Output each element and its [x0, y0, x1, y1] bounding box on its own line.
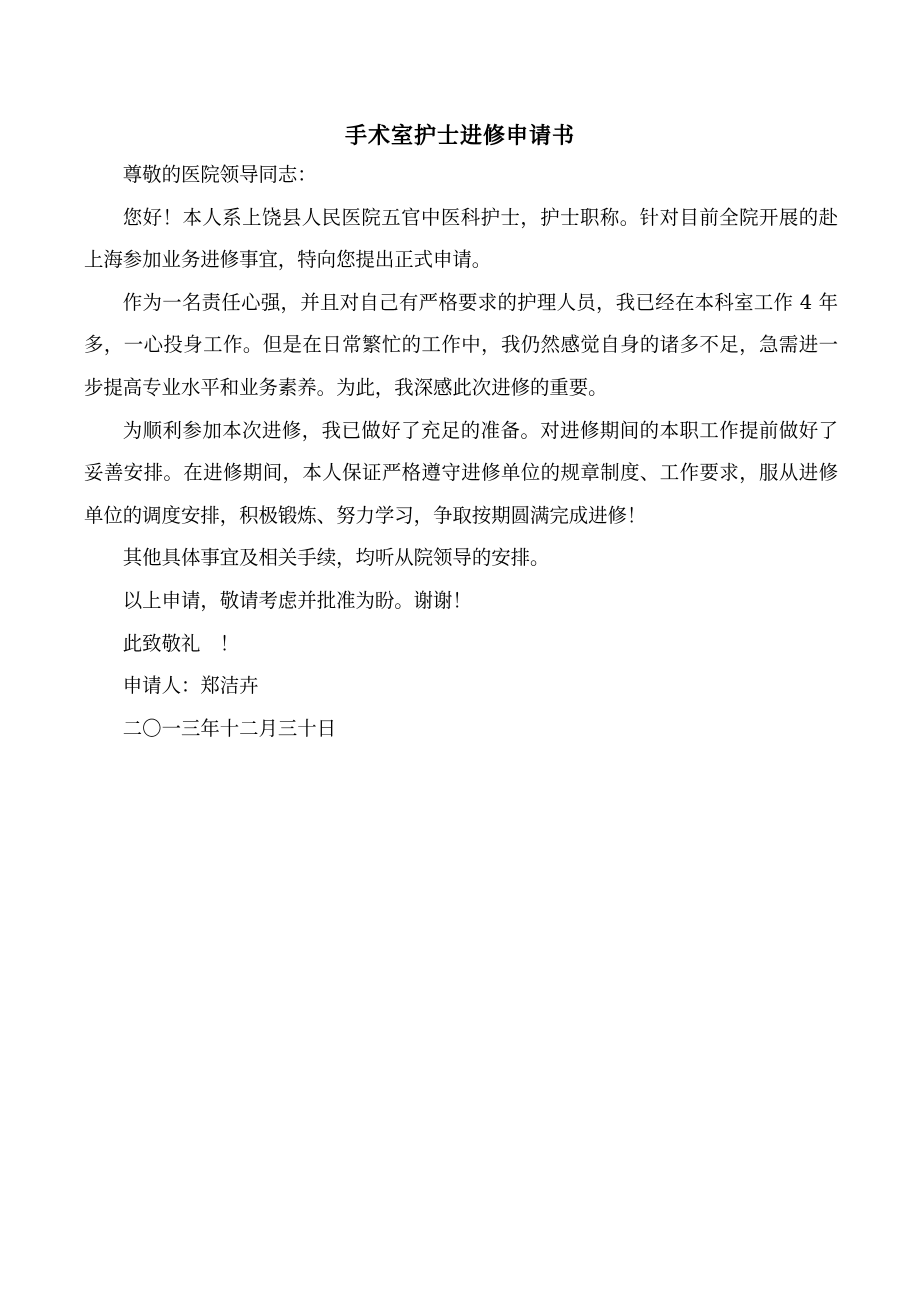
paragraph-request: 以上申请，敬请考虑并批准为盼。谢谢！: [122, 588, 472, 612]
paragraph-preparation: 为顺利参加本次进修，我已做好了充足的准备。对进修期间的本职工作提前做好了妥善安排。在进修期间，本人保证严格遵守进修单位的规章制度、工作要求，服从进修单位的调度安排，积极锻炼、努力学习，争取按期圆满完成进修！: [84, 418, 838, 527]
document-title: 手术室护士进修申请书: [344, 123, 575, 149]
paragraph-greeting: 您好！本人系上饶县人民医院五官中医科护士，护士职称。针对目前全院开展的赴上海参加业务进修事宜，特向您提出正式申请。: [84, 205, 838, 272]
date-line: 二〇一三年十二月三十日: [122, 716, 337, 740]
paragraph-arrangement: 其他具体事宜及相关手续，均听从院领导的安排。: [122, 546, 550, 570]
paragraph-background: 作为一名责任心强，并且对自己有严格要求的护理人员，我已经在本科室工作 4 年多，一心投身工作。但是在日常繁忙的工作中，我仍然感觉自身的诸多不足，急需进一步提高专业水平和业务素养。为此，我深感此次进修的重要。: [84, 290, 838, 399]
applicant-line: 申请人：郑洁卉: [122, 674, 259, 698]
salutation: 尊敬的医院领导同志：: [122, 163, 317, 186]
closing-line: 此致敬礼 ！: [122, 631, 240, 655]
document-body: [84, 154, 838, 750]
